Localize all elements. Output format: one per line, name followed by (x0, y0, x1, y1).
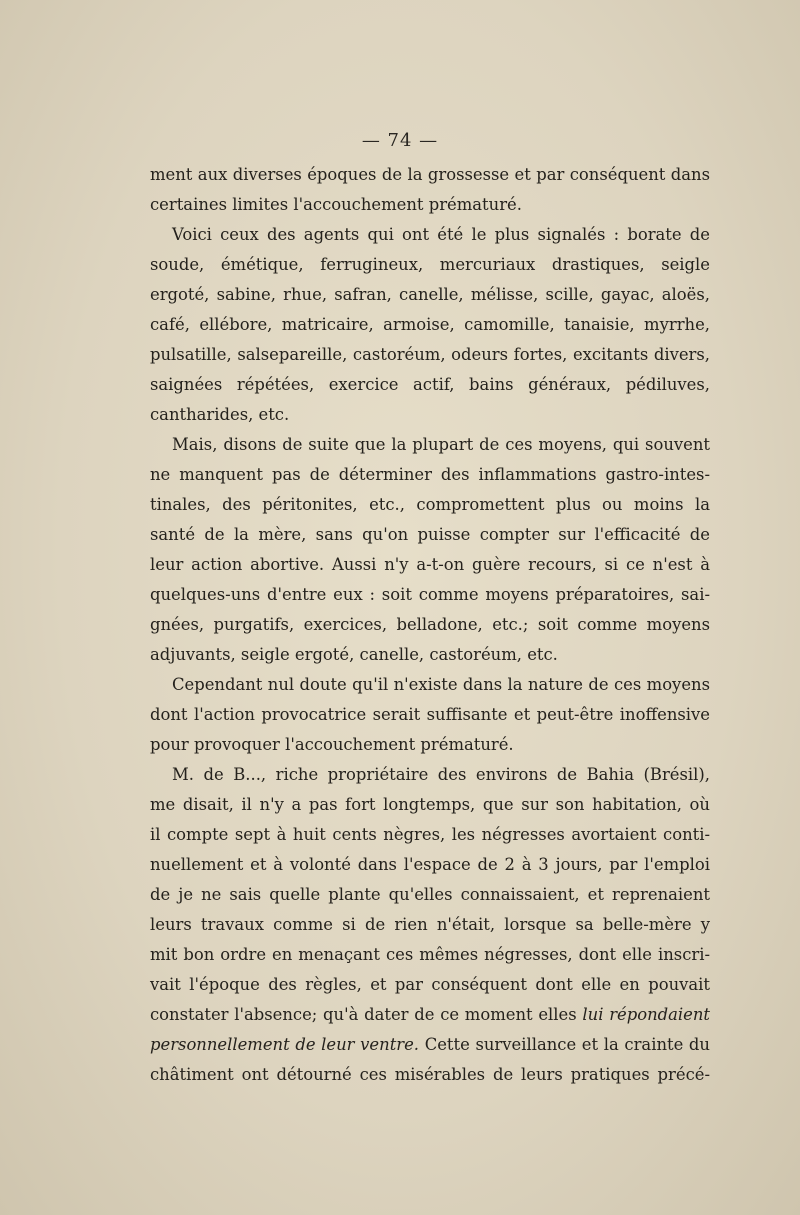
line-text: soude, émétique, ferrugineux, mercuriaux drastiques, seigle (150, 255, 710, 274)
line-text: gnées, purgatifs, exercices, belladone, etc.; soit comme moyens (150, 615, 710, 634)
text-line (150, 1060, 710, 1090)
line-text: Cependant nul doute qu'il n'existe dans la nature de ces moyens (172, 675, 710, 694)
line-text: de je ne sais quelle plante qu'elles connaissaient, et reprenaient (150, 885, 710, 904)
line-text: nuellement et à volonté dans l'espace de 2 à 3 jours, par l'emploi (150, 855, 710, 874)
line-text: certaines limites l'accouchement prématuré. (150, 195, 522, 214)
text-line (150, 850, 710, 880)
text-line (150, 640, 710, 670)
text-line (150, 580, 710, 610)
page-number: — 74 — (361, 130, 439, 151)
line-text: Mais, disons de suite que la plupart de ces moyens, qui souvent (172, 435, 710, 454)
text-line (150, 490, 710, 520)
text-line (150, 460, 710, 490)
line-text: cantharides, etc. (150, 405, 290, 424)
text-line (150, 760, 710, 790)
line-text: Voici ceux des agents qui ont été le plus signalés : borate de (172, 225, 710, 244)
text-line (150, 730, 710, 760)
text-line (150, 280, 710, 310)
line-text: pour provoquer l'accouchement prématuré. (150, 735, 514, 754)
text-line (150, 550, 710, 580)
italic-text: lui répondaient (582, 1005, 710, 1024)
body-text (150, 160, 710, 1090)
text-line (150, 910, 710, 940)
line-text: ergoté, sabine, rhue, safran, canelle, mélisse, scille, gayac, aloës, (150, 285, 710, 304)
text-line (150, 430, 710, 460)
text-line (150, 1000, 710, 1030)
text-line (150, 820, 710, 850)
line-text: pulsatille, salsepareille, castoréum, odeurs fortes, excitants divers, (150, 345, 710, 364)
text-line (150, 190, 710, 220)
line-text: dont l'action provocatrice serait suffisante et peut-être inoffensive (150, 705, 710, 724)
line-text: M. de B..., riche propriétaire des environs de Bahia (Brésil), (172, 765, 710, 784)
text-line (150, 310, 710, 340)
text-line (150, 1030, 710, 1060)
line-text: tinales, des péritonites, etc., compromettent plus ou moins la (150, 495, 710, 514)
line-text: santé de la mère, sans qu'on puisse compter sur l'efficacité de (150, 525, 710, 544)
text-line (150, 940, 710, 970)
text-line (150, 220, 710, 250)
line-text: châtiment ont détourné ces misérables de leurs pratiques précé- (150, 1065, 710, 1084)
line-text: vait l'époque des règles, et par conséquent dont elle en pouvait (150, 975, 710, 994)
line-text: il compte sept à huit cents nègres, les négresses avortaient conti- (150, 825, 710, 844)
line-text: me disait, il n'y a pas fort longtemps, que sur son habitation, où (150, 795, 710, 814)
line-text: constater l'absence; qu'à dater de ce moment elles (150, 1005, 577, 1024)
text-line (150, 370, 710, 400)
text-line (150, 670, 710, 700)
text-line (150, 970, 710, 1000)
line-text: saignées répétées, exercice actif, bains généraux, pédiluves, (150, 375, 710, 394)
text-line (150, 880, 710, 910)
text-line (150, 400, 710, 430)
text-line (150, 250, 710, 280)
line-text: adjuvants, seigle ergoté, canelle, castoréum, etc. (150, 645, 558, 664)
text-line (150, 610, 710, 640)
line-text: leurs travaux comme si de rien n'était, lorsque sa belle-mère y (150, 915, 710, 934)
text-line (150, 700, 710, 730)
line-text: ment aux diverses époques de la grossesse et par conséquent dans (150, 165, 710, 184)
line-text: quelques-uns d'entre eux : soit comme moyens préparatoires, sai- (150, 585, 710, 604)
line-text: ne manquent pas de déterminer des inflammations gastro-intes- (150, 465, 710, 484)
line-text-tail: Cette surveillance et la crainte du (424, 1035, 710, 1054)
line-text: leur action abortive. Aussi n'y a-t-on guère recours, si ce n'est à (150, 555, 710, 574)
line-text: mit bon ordre en menaçant ces mêmes négresses, dont elle inscri- (150, 945, 710, 964)
text-line (150, 520, 710, 550)
italic-text: personnellement de leur ventre. (150, 1035, 420, 1054)
line-text: café, ellébore, matricaire, armoise, camomille, tanaisie, myrrhe, (150, 315, 710, 334)
text-line (150, 340, 710, 370)
text-line (150, 160, 710, 190)
text-line (150, 790, 710, 820)
